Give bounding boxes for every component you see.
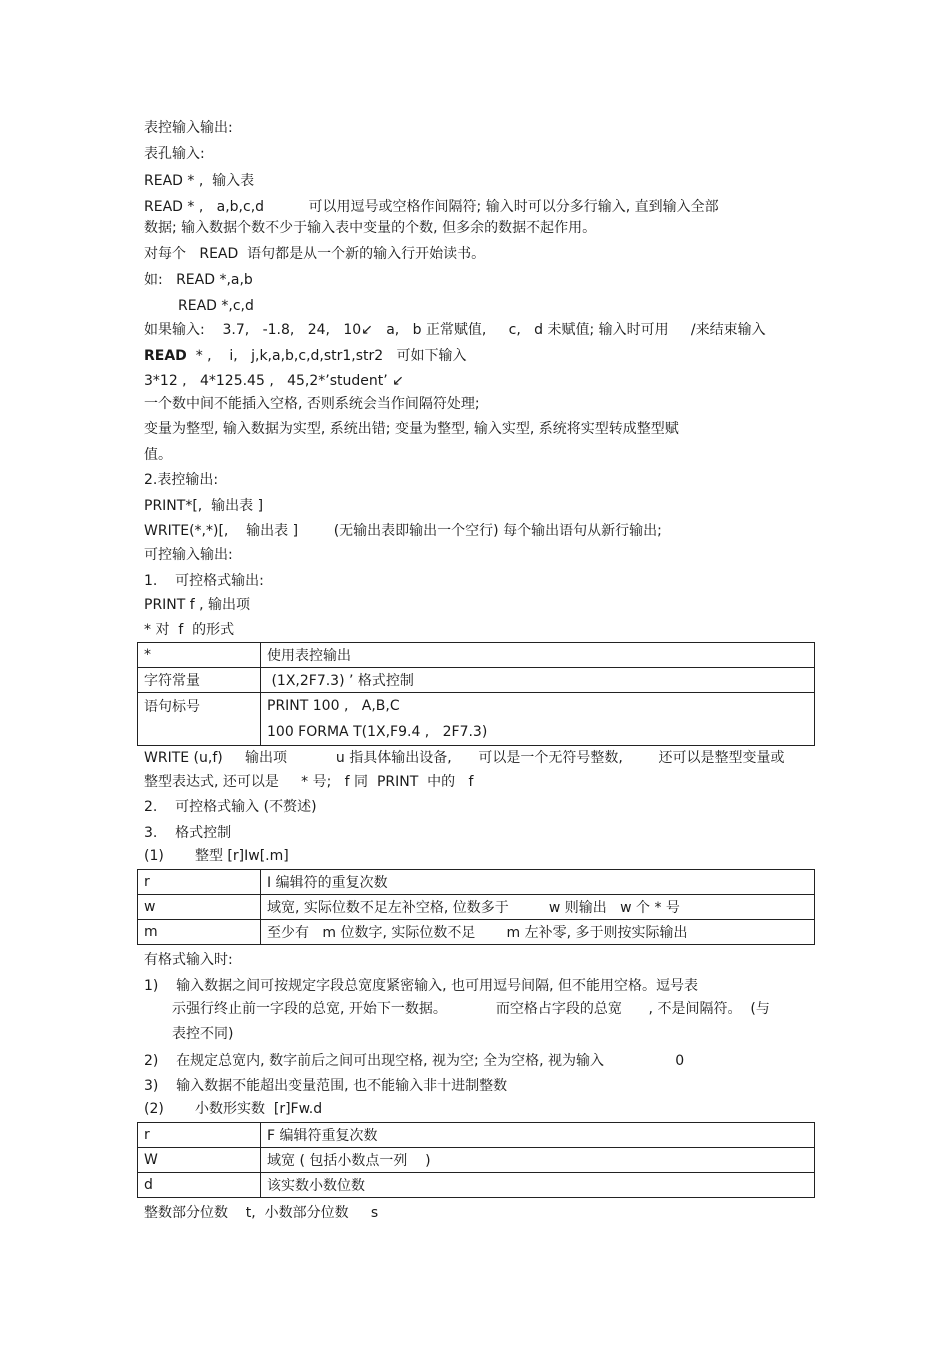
text-line: 如: READ *,a,b (144, 272, 253, 288)
read-args: * , i, j,k,a,b,c,d,str1,str2 可如下输入 (186, 348, 467, 364)
text-line: PRINT*[, 输出表 ] (144, 498, 264, 514)
text-line: READ *,c,d (178, 298, 254, 314)
text-line: 整型表达式, 还可以是 * 号; f 同 PRINT 中的 f (144, 774, 474, 790)
cell-line: 100 FORMA T(1X,F9.4 , 2F7.3) (267, 724, 488, 740)
table-row (138, 1173, 815, 1198)
heading-table-io: 表控输入输出: (144, 120, 233, 136)
text-line: 值。 (144, 447, 172, 463)
table-cell: r (138, 1123, 261, 1148)
table-row (138, 1148, 815, 1173)
table-row (138, 693, 815, 746)
table-f-forms (137, 642, 815, 746)
table-cell: r (138, 870, 261, 895)
table-cell: w (138, 895, 261, 920)
table-cell: m (138, 920, 261, 945)
text-line: 如果输入: 3.7, -1.8, 24, 10↙ a, b 正常赋值, c, d 未赋值; 输入时可用 /来结束输入 (144, 322, 766, 338)
list-item: 1) 输入数据之间可按规定字段总宽度紧密输入, 也可用逗号间隔, 但不能用空格。逗号表 (144, 978, 698, 994)
heading-integer-format: (1) 整型 [r]Iw[.m] (144, 848, 289, 864)
text-line: 数据; 输入数据个数不少于输入表中变量的个数, 但多余的数据不起作用。 (144, 220, 597, 236)
text-line: 对每个 READ 语句都是从一个新的输入行开始读书。 (144, 246, 486, 262)
table-cell: d (138, 1173, 261, 1198)
text-line: WRITE(*,*)[, 输出表 ] (无输出表即输出一个空行) 每个输出语句从新行输出; (144, 523, 662, 539)
text-line: 3*12 , 4*125.45 , 45,2*’student’ ↙ (144, 373, 404, 389)
cell-line: PRINT 100 , A,B,C (267, 698, 400, 714)
table-cell (261, 693, 815, 746)
text-line: WRITE (u,f) 输出项 u 指具体输出设备, 可以是一个无符号整数, 还可以是整型变量或 (144, 750, 785, 766)
table-row (138, 920, 815, 945)
text-line: READ * , a,b,c,d 可以用逗号或空格作间隔符; 输入时可以分多行输入, 直到输入全部 (144, 199, 719, 215)
table-row (138, 895, 815, 920)
text-line: 有格式输入时: (144, 952, 233, 968)
table-cell: (1X,2F7.3) ’ 格式控制 (261, 668, 815, 693)
heading-controlled-io: 可控输入输出: (144, 547, 233, 563)
table-integer-format (137, 869, 815, 945)
heading-format-output: 1. 可控格式输出: (144, 573, 264, 589)
heading-format-input: 2. 可控格式输入 (不赘述) (144, 799, 317, 815)
table-cell: 至少有 m 位数字, 实际位数不足 m 左补零, 多于则按实际输出 (261, 920, 815, 945)
table-row (138, 870, 815, 895)
table-cell: 语句标号 (138, 693, 261, 746)
table-cell: 该实数小数位数 (261, 1173, 815, 1198)
list-item: 3) 输入数据不能超出变量范围, 也不能输入非十进制整数 (144, 1078, 508, 1094)
text-line: 整数部分位数 t, 小数部分位数 s (144, 1205, 379, 1221)
keyword-read: READ (144, 348, 187, 364)
text-line: READ * , 输入表 (144, 173, 255, 189)
table-real-format (137, 1122, 815, 1198)
table-cell: W (138, 1148, 261, 1173)
heading-real-format: (2) 小数形实数 [r]Fw.d (144, 1101, 323, 1117)
heading-format-control: 3. 格式控制 (144, 825, 232, 841)
table-cell: 域宽, 实际位数不足左补空格, 位数多于 w 则输出 w 个 * 号 (261, 895, 815, 920)
heading-table-output: 2.表控输出: (144, 472, 219, 488)
text-line (144, 347, 467, 365)
table-row (138, 643, 815, 668)
heading-table-input: 表孔输入: (144, 146, 205, 162)
table-cell: 域宽 ( 包括小数点一列 ) (261, 1148, 815, 1173)
table-cell: 使用表控输出 (261, 643, 815, 668)
list-item: 2) 在规定总宽内, 数字前后之间可出现空格, 视为空; 全为空格, 视为输入 0 (144, 1053, 685, 1069)
text-line: PRINT f , 输出项 (144, 597, 251, 613)
table-cell: 字符常量 (138, 668, 261, 693)
text-line: * 对 f 的形式 (144, 622, 235, 638)
text-line: 一个数中间不能插入空格, 否则系统会当作间隔符处理; (144, 396, 480, 412)
table-cell: F 编辑符重复次数 (261, 1123, 815, 1148)
list-item-cont: 示强行终止前一字段的总宽, 开始下一数据。 而空格占字段的总宽 , 不是间隔符。 (与 (172, 1001, 770, 1017)
table-cell: * (138, 643, 261, 668)
text-line: 变量为整型, 输入数据为实型, 系统出错; 变量为整型, 输入实型, 系统将实型转成整型赋 (144, 421, 679, 437)
table-cell: I 编辑符的重复次数 (261, 870, 815, 895)
table-row (138, 668, 815, 693)
list-item-cont: 表控不同) (172, 1026, 234, 1042)
table-row (138, 1123, 815, 1148)
